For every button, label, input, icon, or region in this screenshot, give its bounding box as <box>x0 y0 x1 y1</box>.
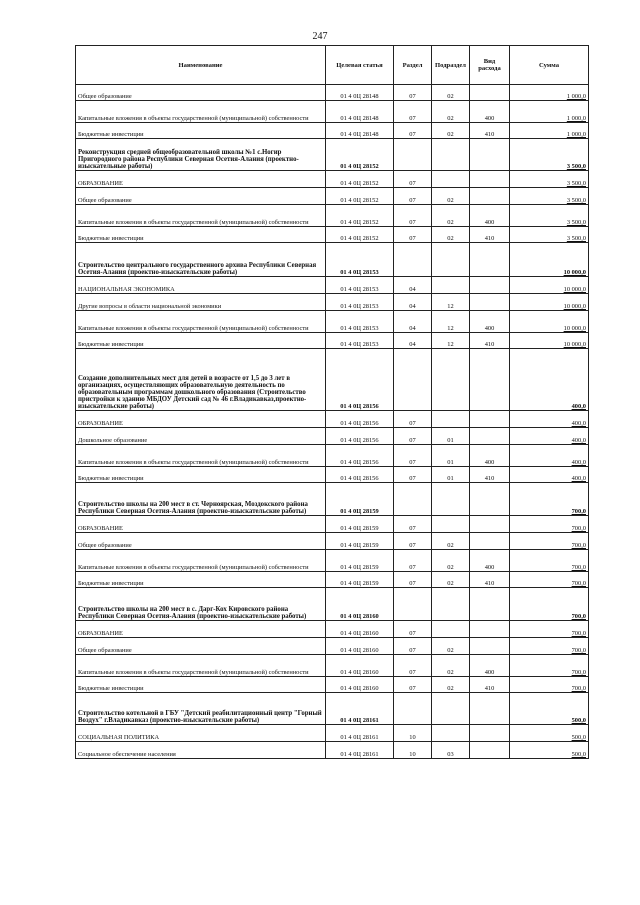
cell-amount: 700,0 <box>510 621 589 638</box>
table-row <box>76 467 589 483</box>
cell-section <box>394 693 432 725</box>
cell-amount: 500,0 <box>510 725 589 742</box>
cell-section: 07 <box>394 677 432 693</box>
cell-name: Капитальные вложения в объекты государственной (муниципальной) собственности <box>76 655 326 677</box>
cell-subsection <box>432 725 470 742</box>
cell-subsection: 03 <box>432 742 470 759</box>
cell-amount: 500,0 <box>510 742 589 759</box>
cell-target: 01 4 0Ц 28156 <box>326 349 394 411</box>
cell-subsection <box>432 243 470 277</box>
cell-amount: 700,0 <box>510 677 589 693</box>
cell-target: 01 4 0Ц 28153 <box>326 311 394 333</box>
cell-target: 01 4 0Ц 28148 <box>326 123 394 139</box>
cell-target: 01 4 0Ц 28159 <box>326 516 394 533</box>
cell-name: Капитальные вложения в объекты государственной (муниципальной) собственности <box>76 205 326 227</box>
table-row <box>76 123 589 139</box>
cell-amount: 10 000,0 <box>510 243 589 277</box>
cell-expense-type: 410 <box>470 227 510 243</box>
cell-amount: 1 000,0 <box>510 101 589 123</box>
cell-amount: 3 500,0 <box>510 227 589 243</box>
cell-name: Бюджетные инвестиции <box>76 333 326 349</box>
cell-subsection: 01 <box>432 445 470 467</box>
header-section: Раздел <box>394 46 432 85</box>
table-row <box>76 588 589 621</box>
table-row <box>76 638 589 655</box>
cell-section: 07 <box>394 467 432 483</box>
cell-name: Социальное обеспечение населения <box>76 742 326 759</box>
cell-amount: 400,0 <box>510 349 589 411</box>
cell-name: Общее образование <box>76 638 326 655</box>
cell-subsection: 01 <box>432 428 470 445</box>
cell-expense-type: 410 <box>470 572 510 588</box>
cell-subsection <box>432 621 470 638</box>
cell-target: 01 4 0Ц 28161 <box>326 693 394 725</box>
cell-expense-type <box>470 516 510 533</box>
cell-amount: 500,0 <box>510 693 589 725</box>
table-row <box>76 655 589 677</box>
cell-amount: 10 000,0 <box>510 311 589 333</box>
cell-target: 01 4 0Ц 28160 <box>326 638 394 655</box>
cell-amount: 3 500,0 <box>510 171 589 188</box>
cell-name: ОБРАЗОВАНИЕ <box>76 516 326 533</box>
cell-section: 07 <box>394 171 432 188</box>
cell-name: Реконструкция средней общеобразовательной школы №1 с.Ногир Пригородного района Республики Северная Осетия-Алания (проектно-изыскательные работы) <box>76 139 326 171</box>
cell-section <box>394 483 432 516</box>
cell-name: Капитальные вложения в объекты государственной (муниципальной) собственности <box>76 550 326 572</box>
cell-expense-type <box>470 139 510 171</box>
table-row <box>76 205 589 227</box>
cell-expense-type <box>470 638 510 655</box>
cell-target: 01 4 0Ц 28152 <box>326 205 394 227</box>
cell-name: Капитальные вложения в объекты государственной (муниципальной) собственности <box>76 311 326 333</box>
cell-section: 07 <box>394 655 432 677</box>
cell-expense-type <box>470 621 510 638</box>
cell-subsection <box>432 693 470 725</box>
cell-name: Общее образование <box>76 188 326 205</box>
cell-subsection <box>432 349 470 411</box>
cell-expense-type: 400 <box>470 311 510 333</box>
cell-amount: 400,0 <box>510 445 589 467</box>
cell-amount: 3 500,0 <box>510 205 589 227</box>
cell-name: Строительство котельной в ГБУ "Детский реабилитационный центр "Горный Воздух" г.Владикавказ (проектно-изыскательские работы) <box>76 693 326 725</box>
table-header-row <box>76 46 589 85</box>
cell-amount: 700,0 <box>510 550 589 572</box>
cell-amount: 700,0 <box>510 655 589 677</box>
cell-target: 01 4 0Ц 28160 <box>326 588 394 621</box>
cell-name: Бюджетные инвестиции <box>76 467 326 483</box>
cell-target: 01 4 0Ц 28152 <box>326 227 394 243</box>
cell-section <box>394 243 432 277</box>
cell-amount: 10 000,0 <box>510 294 589 311</box>
cell-subsection: 02 <box>432 101 470 123</box>
table-row <box>76 333 589 349</box>
cell-amount: 10 000,0 <box>510 277 589 294</box>
cell-section: 07 <box>394 550 432 572</box>
cell-target: 01 4 0Ц 28148 <box>326 101 394 123</box>
cell-subsection: 12 <box>432 311 470 333</box>
cell-name: НАЦИОНАЛЬНАЯ ЭКОНОМИКА <box>76 277 326 294</box>
cell-subsection: 02 <box>432 85 470 101</box>
cell-subsection: 02 <box>432 188 470 205</box>
table-row <box>76 677 589 693</box>
cell-amount: 700,0 <box>510 638 589 655</box>
cell-expense-type <box>470 171 510 188</box>
cell-name: Общее образование <box>76 533 326 550</box>
cell-expense-type <box>470 411 510 428</box>
cell-name: Бюджетные инвестиции <box>76 572 326 588</box>
cell-amount: 700,0 <box>510 533 589 550</box>
cell-expense-type <box>470 533 510 550</box>
cell-name: Бюджетные инвестиции <box>76 677 326 693</box>
cell-target: 01 4 0Ц 28159 <box>326 533 394 550</box>
cell-subsection: 12 <box>432 333 470 349</box>
cell-section: 07 <box>394 227 432 243</box>
header-target: Целевая статья <box>326 46 394 85</box>
cell-expense-type <box>470 483 510 516</box>
table-row <box>76 243 589 277</box>
cell-section: 07 <box>394 572 432 588</box>
table-row <box>76 516 589 533</box>
cell-name: ОБРАЗОВАНИЕ <box>76 171 326 188</box>
cell-expense-type <box>470 428 510 445</box>
cell-subsection <box>432 171 470 188</box>
table-row <box>76 139 589 171</box>
cell-expense-type <box>470 277 510 294</box>
table-row <box>76 533 589 550</box>
header-subsection: Подраздел <box>432 46 470 85</box>
cell-target: 01 4 0Ц 28159 <box>326 572 394 588</box>
cell-subsection: 02 <box>432 123 470 139</box>
cell-subsection <box>432 588 470 621</box>
cell-name: Общее образование <box>76 85 326 101</box>
cell-amount: 400,0 <box>510 411 589 428</box>
cell-subsection: 02 <box>432 550 470 572</box>
cell-section: 07 <box>394 516 432 533</box>
cell-expense-type <box>470 742 510 759</box>
table-row <box>76 693 589 725</box>
cell-expense-type: 410 <box>470 467 510 483</box>
cell-name: Другие вопросы в области национальной экономики <box>76 294 326 311</box>
cell-amount: 700,0 <box>510 572 589 588</box>
cell-name: СОЦИАЛЬНАЯ ПОЛИТИКА <box>76 725 326 742</box>
table-row <box>76 85 589 101</box>
cell-expense-type <box>470 725 510 742</box>
table-row <box>76 483 589 516</box>
cell-amount: 10 000,0 <box>510 333 589 349</box>
cell-target: 01 4 0Ц 28148 <box>326 85 394 101</box>
cell-amount: 700,0 <box>510 588 589 621</box>
cell-target: 01 4 0Ц 28159 <box>326 550 394 572</box>
table-row <box>76 572 589 588</box>
cell-amount: 400,0 <box>510 428 589 445</box>
cell-section: 04 <box>394 311 432 333</box>
cell-amount: 400,0 <box>510 467 589 483</box>
cell-target: 01 4 0Ц 28160 <box>326 621 394 638</box>
table-row <box>76 227 589 243</box>
cell-section: 10 <box>394 725 432 742</box>
cell-section: 07 <box>394 428 432 445</box>
cell-name: ОБРАЗОВАНИЕ <box>76 411 326 428</box>
cell-name: Дошкольное образование <box>76 428 326 445</box>
cell-section <box>394 139 432 171</box>
cell-name: Создание дополнительных мест для детей в возрасте от 1,5 до 3 лет в организациях, осуществляющих образовательную деятельность по образовательным программам дошкольного образования (Строительство пристройки к зданию МБДОУ Детский сад № 46 г.Владикавказ,проектно-изыскательские работы) <box>76 349 326 411</box>
cell-section: 07 <box>394 85 432 101</box>
cell-expense-type: 400 <box>470 445 510 467</box>
cell-name: ОБРАЗОВАНИЕ <box>76 621 326 638</box>
cell-section: 07 <box>394 445 432 467</box>
cell-name: Капитальные вложения в объекты государственной (муниципальной) собственности <box>76 445 326 467</box>
cell-subsection <box>432 483 470 516</box>
cell-section <box>394 588 432 621</box>
cell-expense-type: 410 <box>470 677 510 693</box>
table-row <box>76 101 589 123</box>
cell-subsection <box>432 411 470 428</box>
cell-section: 07 <box>394 101 432 123</box>
cell-target: 01 4 0Ц 28161 <box>326 742 394 759</box>
cell-amount: 700,0 <box>510 483 589 516</box>
cell-expense-type: 410 <box>470 333 510 349</box>
cell-section: 10 <box>394 742 432 759</box>
table-row <box>76 171 589 188</box>
cell-expense-type <box>470 693 510 725</box>
cell-section: 04 <box>394 333 432 349</box>
table-row <box>76 188 589 205</box>
table-row <box>76 742 589 759</box>
cell-subsection: 01 <box>432 467 470 483</box>
cell-expense-type <box>470 294 510 311</box>
table-row <box>76 725 589 742</box>
cell-section: 04 <box>394 294 432 311</box>
cell-target: 01 4 0Ц 28156 <box>326 428 394 445</box>
cell-target: 01 4 0Ц 28156 <box>326 411 394 428</box>
cell-expense-type <box>470 188 510 205</box>
table-row <box>76 349 589 411</box>
header-amount: Сумма <box>510 46 589 85</box>
cell-expense-type <box>470 243 510 277</box>
cell-name: Строительство школы на 200 мест в с. Дарг-Кох Кировского района Республики Северная Осетия-Алания (проектно-изыскательские работы) <box>76 588 326 621</box>
cell-target: 01 4 0Ц 28156 <box>326 467 394 483</box>
cell-expense-type: 400 <box>470 655 510 677</box>
page-number: 247 <box>312 31 328 42</box>
header-expense-type: Вид расхода <box>470 46 510 85</box>
cell-subsection <box>432 516 470 533</box>
cell-target: 01 4 0Ц 28153 <box>326 277 394 294</box>
cell-amount: 3 500,0 <box>510 139 589 171</box>
table-row <box>76 411 589 428</box>
cell-subsection: 02 <box>432 655 470 677</box>
cell-target: 01 4 0Ц 28152 <box>326 171 394 188</box>
cell-target: 01 4 0Ц 28160 <box>326 655 394 677</box>
cell-expense-type <box>470 588 510 621</box>
cell-name: Бюджетные инвестиции <box>76 123 326 139</box>
cell-section: 04 <box>394 277 432 294</box>
cell-section: 07 <box>394 621 432 638</box>
cell-subsection: 02 <box>432 205 470 227</box>
table-row <box>76 550 589 572</box>
cell-section: 07 <box>394 411 432 428</box>
table-row <box>76 428 589 445</box>
cell-target: 01 4 0Ц 28160 <box>326 677 394 693</box>
cell-subsection: 02 <box>432 677 470 693</box>
budget-table <box>75 45 589 759</box>
cell-name: Бюджетные инвестиции <box>76 227 326 243</box>
cell-section <box>394 349 432 411</box>
cell-expense-type <box>470 85 510 101</box>
table-row <box>76 277 589 294</box>
cell-target: 01 4 0Ц 28153 <box>326 294 394 311</box>
cell-subsection: 02 <box>432 227 470 243</box>
cell-section: 07 <box>394 205 432 227</box>
cell-target: 01 4 0Ц 28153 <box>326 333 394 349</box>
table-row <box>76 311 589 333</box>
cell-target: 01 4 0Ц 28161 <box>326 725 394 742</box>
cell-subsection <box>432 277 470 294</box>
cell-subsection: 02 <box>432 572 470 588</box>
cell-amount: 3 500,0 <box>510 188 589 205</box>
cell-amount: 700,0 <box>510 516 589 533</box>
cell-target: 01 4 0Ц 28159 <box>326 483 394 516</box>
table-row <box>76 621 589 638</box>
cell-section: 07 <box>394 638 432 655</box>
cell-subsection: 02 <box>432 638 470 655</box>
cell-name: Строительство школы на 200 мест в ст. Черноярская, Моздокского района Республики Северная Осетия-Алания (проектно-изыскательские работы) <box>76 483 326 516</box>
cell-subsection <box>432 139 470 171</box>
cell-expense-type: 400 <box>470 101 510 123</box>
cell-target: 01 4 0Ц 28153 <box>326 243 394 277</box>
cell-expense-type: 410 <box>470 123 510 139</box>
cell-section: 07 <box>394 188 432 205</box>
cell-amount: 1 000,0 <box>510 123 589 139</box>
cell-section: 07 <box>394 533 432 550</box>
cell-expense-type <box>470 349 510 411</box>
cell-expense-type: 400 <box>470 205 510 227</box>
table-row <box>76 294 589 311</box>
cell-expense-type: 400 <box>470 550 510 572</box>
cell-subsection: 12 <box>432 294 470 311</box>
table-row <box>76 445 589 467</box>
cell-target: 01 4 0Ц 28156 <box>326 445 394 467</box>
cell-amount: 1 000,0 <box>510 85 589 101</box>
cell-subsection: 02 <box>432 533 470 550</box>
header-name: Наименование <box>76 46 326 85</box>
cell-name: Строительство центрального государственного архива Республики Северная Осетия-Алания (проектно-изыскательские работы) <box>76 243 326 277</box>
cell-target: 01 4 0Ц 28152 <box>326 188 394 205</box>
cell-target: 01 4 0Ц 28152 <box>326 139 394 171</box>
cell-section: 07 <box>394 123 432 139</box>
cell-name: Капитальные вложения в объекты государственной (муниципальной) собственности <box>76 101 326 123</box>
